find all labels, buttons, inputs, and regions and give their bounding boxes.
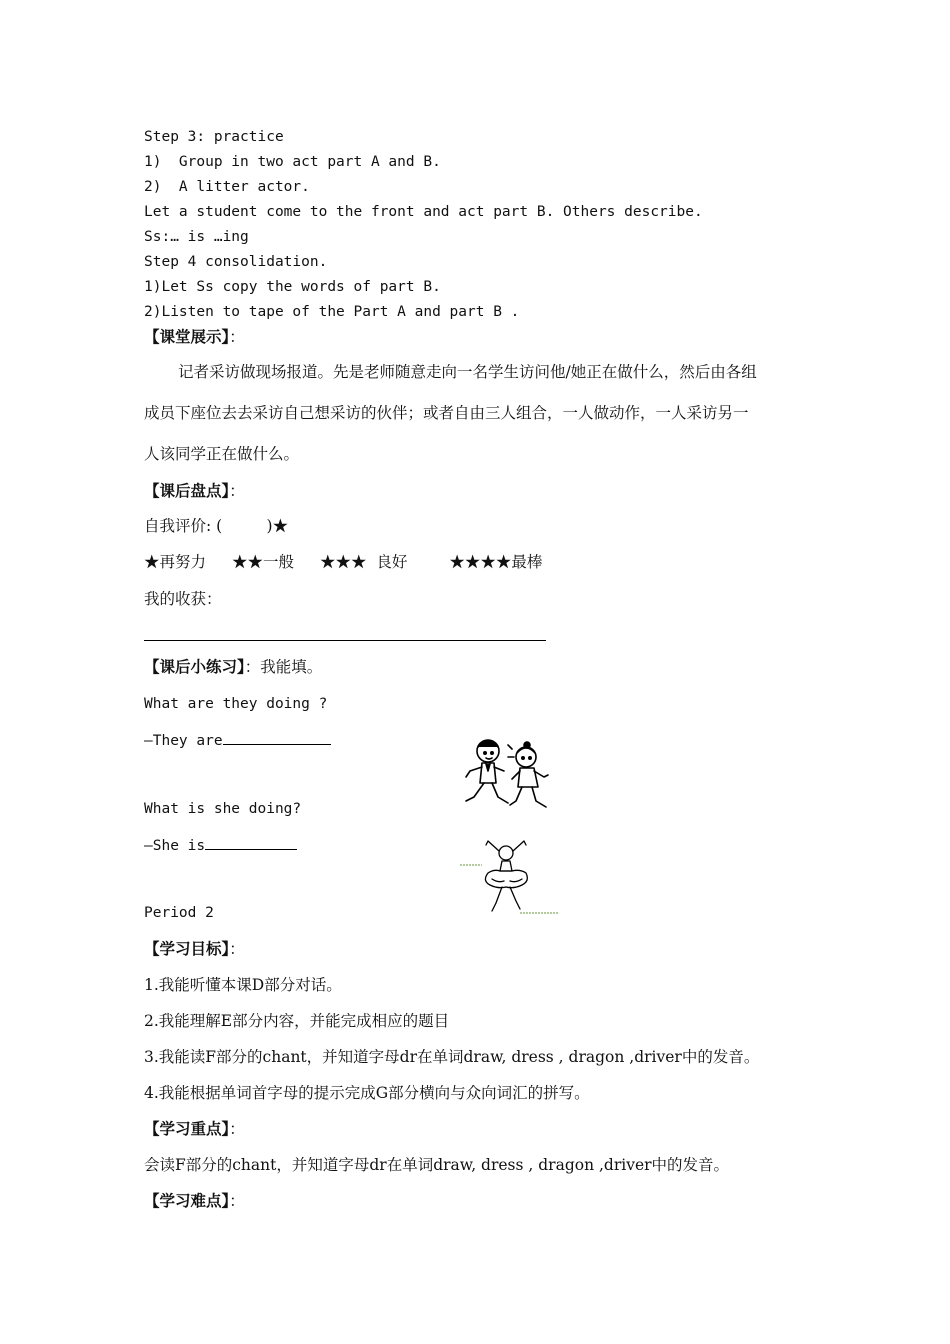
children-running-illustration — [460, 735, 556, 815]
rating-3: ★★★ 良好 — [320, 553, 408, 571]
step3-description: Let a student come to the front and act part B. Others describe. — [144, 204, 703, 220]
exercise-answer-2-prefix: —She is — [144, 838, 206, 854]
rating-4: ★★★★最棒 — [449, 553, 543, 571]
step4-title: Step 4 consolidation. — [144, 254, 328, 270]
review-heading-line — [144, 481, 245, 501]
focus-heading-colon: ： — [229, 1120, 245, 1138]
goal-4: 4.我能根据单词首字母的提示完成G部分横向与众向词汇的拼写。 — [144, 1084, 590, 1102]
period2-title: Period 2 — [144, 905, 214, 921]
exercise-question-1: What are they doing ? — [144, 696, 328, 712]
self-evaluation: 自我评价: ( )★ — [144, 517, 289, 535]
difficulty-heading: 【学习难点】 — [144, 1191, 230, 1210]
display-heading-colon: ： — [229, 328, 245, 346]
step3-title: Step 3: practice — [144, 129, 284, 145]
difficulty-heading-colon: ： — [229, 1192, 245, 1210]
goals-heading-colon: ： — [229, 940, 245, 958]
goal-1: 1.我能听懂本课D部分对话。 — [144, 976, 342, 994]
harvest-label: 我的收获： — [144, 590, 222, 608]
display-paragraph-line-2: 成员下座位去去采访自己想采访的伙伴；或者自由三人组合，一人做动作，一人采访另一 — [144, 404, 749, 422]
goals-heading-line — [144, 939, 245, 959]
exercise-answer-1-prefix: —They are — [144, 733, 223, 749]
step4-item-1: 1)Let Ss copy the words of part B. — [144, 279, 441, 295]
step3-item-1: 1) Group in two act part A and B. — [144, 154, 441, 170]
harvest-answer-line — [144, 640, 546, 641]
display-heading: 【课堂展示】 — [144, 327, 230, 346]
rating-2: ★★一般 — [232, 553, 295, 571]
exercise-instruction: ：我能填。 — [244, 658, 323, 676]
exercise-heading: 【课后小练习】 — [144, 657, 245, 676]
step4-item-2: 2)Listen to tape of the Part A and part B . — [144, 304, 520, 320]
exercise-answer-2-blank[interactable] — [205, 835, 297, 850]
display-heading-line — [144, 327, 245, 347]
display-paragraph-line-3: 人该同学正在做什么。 — [144, 445, 300, 463]
step3-item-2: 2) A litter actor. — [144, 179, 310, 195]
focus-heading: 【学习重点】 — [144, 1119, 230, 1138]
step3-pattern: Ss:… is …ing — [144, 229, 249, 245]
goals-heading: 【学习目标】 — [144, 939, 230, 958]
review-heading: 【课后盘点】 — [144, 481, 230, 500]
exercise-heading-line — [144, 657, 322, 677]
exercise-answer-1-blank[interactable] — [223, 730, 331, 745]
difficulty-heading-line — [144, 1191, 245, 1211]
exercise-answer-1 — [144, 730, 331, 751]
exercise-question-2: What is she doing? — [144, 801, 302, 817]
girl-dancing-illustration — [458, 835, 562, 917]
goal-3: 3.我能读F部分的chant，并知道字母dr在单词draw, dress , dragon ,driver中的发音。 — [144, 1048, 760, 1066]
goal-2: 2.我能理解E部分内容，并能完成相应的题目 — [144, 1012, 450, 1030]
review-heading-colon: ： — [229, 482, 245, 500]
display-paragraph-line-1: 记者采访做现场报道。先是老师随意走向一名学生访问他/她正在做什么，然后由各组 — [178, 363, 757, 381]
rating-1: ★再努力 — [144, 553, 207, 571]
focus-text: 会读F部分的chant，并知道字母dr在单词draw, dress , dragon ,driver中的发音。 — [144, 1156, 730, 1174]
focus-heading-line — [144, 1119, 245, 1139]
exercise-answer-2 — [144, 835, 297, 856]
rating-row — [144, 552, 542, 572]
